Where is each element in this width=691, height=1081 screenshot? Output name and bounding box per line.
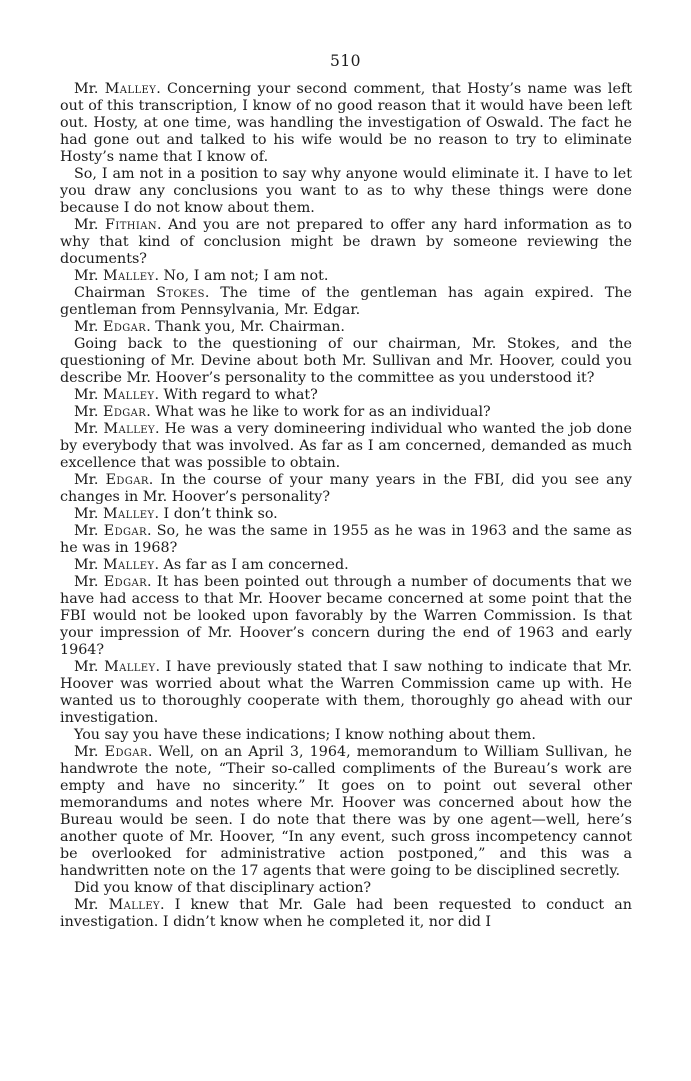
paragraph bbox=[60, 387, 632, 404]
speaker-prefix: Mr. bbox=[74, 557, 103, 573]
paragraph-text: . So, he was the same in 1955 as he was in 1963 and the same as he was in 1968? bbox=[60, 523, 632, 556]
speaker-prefix: Mr. bbox=[74, 472, 106, 488]
speaker-name: Edgar bbox=[103, 319, 147, 335]
paragraph-text: . And you are not prepared to offer any hard information as to why that kind of conclusion might be drawn by someone reviewing the documents? bbox=[60, 217, 632, 267]
speaker-prefix: Mr. bbox=[74, 404, 103, 420]
paragraph-text: . As far as I am concerned. bbox=[154, 557, 349, 573]
paragraph-text: . In the course of your many years in the FBI, did you see any changes in Mr. Hoover’s personality? bbox=[60, 472, 632, 505]
speaker-prefix: Mr. bbox=[74, 744, 105, 760]
speaker-name: Malley bbox=[103, 421, 155, 437]
speaker-prefix: Mr. bbox=[74, 421, 104, 437]
speaker-name: Malley bbox=[103, 387, 155, 403]
page-number: 510 bbox=[329, 52, 362, 70]
speaker-name: Malley bbox=[104, 81, 157, 97]
paragraph-text: You say you have these indications; I know nothing about them. bbox=[74, 727, 536, 743]
paragraph bbox=[60, 166, 632, 217]
speaker-name: Fithian bbox=[105, 217, 158, 233]
speaker-prefix: Mr. bbox=[74, 659, 105, 675]
paragraph bbox=[60, 897, 632, 931]
paragraph bbox=[60, 727, 632, 744]
paragraph bbox=[60, 217, 632, 268]
speaker-prefix: Mr. bbox=[74, 319, 103, 335]
speaker-prefix: Mr. bbox=[74, 574, 104, 590]
paragraph bbox=[60, 81, 632, 166]
speaker-prefix: Mr. bbox=[74, 81, 105, 97]
paragraph bbox=[60, 285, 632, 319]
speaker-name: Edgar bbox=[104, 744, 148, 760]
paragraph-text: . The time of the gentleman has again expired. The gentleman from Pennsylvania, Mr. Edgar. bbox=[60, 285, 632, 318]
paragraph-text: . It has been pointed out through a number of documents that we have had access to that Mr. Hoover became concerned at some point that the FBI would not be looked upon favorably by the Warren Commission. Is that your impression of Mr. Hoover’s concern during the end of 1963 and early 1964? bbox=[60, 574, 632, 658]
paragraph bbox=[60, 472, 632, 506]
paragraph bbox=[60, 659, 632, 727]
speaker-prefix: Mr. bbox=[74, 897, 109, 913]
speaker-name: Malley bbox=[104, 659, 156, 675]
paragraph-text: Going back to the questioning of our chairman, Mr. Stokes, and the questioning of Mr. Devine about both Mr. Sullivan and Mr. Hoover, could you describe Mr. Hoover’s personality to the committee as you understood it? bbox=[60, 336, 632, 386]
speaker-prefix: Mr. bbox=[74, 506, 103, 522]
speaker-name: Edgar bbox=[105, 472, 149, 488]
paragraph-text: . I knew that Mr. Gale had been requested to conduct an investigation. I didn’t know when he completed it, nor did I bbox=[60, 897, 632, 930]
paragraph bbox=[60, 421, 632, 472]
speaker-name: Malley bbox=[103, 506, 155, 522]
paragraph bbox=[60, 268, 632, 285]
speaker-prefix: Mr. bbox=[74, 268, 103, 284]
speaker-name: Edgar bbox=[103, 404, 147, 420]
speaker-name: Malley bbox=[108, 897, 161, 913]
speaker-name: Malley bbox=[103, 268, 155, 284]
paragraph-text: . He was a very domineering individual who wanted the job done by everybody that was involved. As far as I am concerned, demanded as much excellence that was possible to obtain. bbox=[60, 421, 632, 471]
paragraph-text: Did you know of that disciplinary action? bbox=[74, 880, 372, 896]
paragraph-text: . No, I am not; I am not. bbox=[154, 268, 329, 284]
paragraph-text: . Concerning your second comment, that Hosty’s name was left out of this transcription, I know of no good reason that it would have been left out. Hosty, at one time, was handling the investigation of Oswald. The fact he had gone out and talked to his wife would be no reason to try to eliminate Hosty’s name that I know of. bbox=[60, 81, 632, 165]
paragraph-text: . What was he like to work for as an individual? bbox=[146, 404, 491, 420]
speaker-prefix: Mr. bbox=[74, 387, 103, 403]
speaker-name: Edgar bbox=[103, 574, 148, 590]
speaker-name: Stokes bbox=[156, 285, 205, 301]
paragraph-text: . Well, on an April 3, 1964, memorandum to William Sullivan, he handwrote the note, “Their so-called compliments of the Bureau’s work are empty and have no sincerity.” It goes on to point out several other memorandums and notes where Mr. Hoover was concerned about how the Bureau would be seen. I do note that there was by one agent—well, here’s another quote of Mr. Hoover, “In any event, such gross incompetency cannot be overlooked for administrative action postponed,” and this was a handwritten note on the 17 agents that were going to be disciplined secretly. bbox=[60, 744, 633, 879]
paragraph bbox=[60, 336, 632, 387]
paragraph bbox=[60, 880, 632, 897]
paragraph bbox=[60, 744, 632, 880]
paragraph-text: . I don’t think so. bbox=[154, 506, 278, 522]
paragraph-text: . I have previously stated that I saw nothing to indicate that Mr. Hoover was worried about what the Warren Commission came up with. He wanted us to thoroughly cooperate with them, thoroughly go ahead with our investigation. bbox=[60, 659, 632, 726]
paragraph bbox=[60, 557, 632, 574]
speaker-prefix: Chairman bbox=[74, 285, 157, 301]
paragraph bbox=[60, 523, 632, 557]
paragraph-text: . With regard to what? bbox=[154, 387, 318, 403]
speaker-name: Edgar bbox=[103, 523, 147, 539]
speaker-prefix: Mr. bbox=[74, 217, 106, 233]
paragraph bbox=[60, 506, 632, 523]
paragraph bbox=[60, 404, 632, 421]
speaker-name: Malley bbox=[103, 557, 155, 573]
paragraph bbox=[60, 319, 632, 336]
speaker-prefix: Mr. bbox=[74, 523, 104, 539]
paragraph-text: So, I am not in a position to say why anyone would eliminate it. I have to let you draw any conclusions you want to as to why these things were done because I do not know about them. bbox=[60, 166, 632, 216]
paragraph-text: . Thank you, Mr. Chairman. bbox=[146, 319, 345, 335]
page-body bbox=[60, 81, 632, 931]
paragraph bbox=[60, 574, 632, 659]
